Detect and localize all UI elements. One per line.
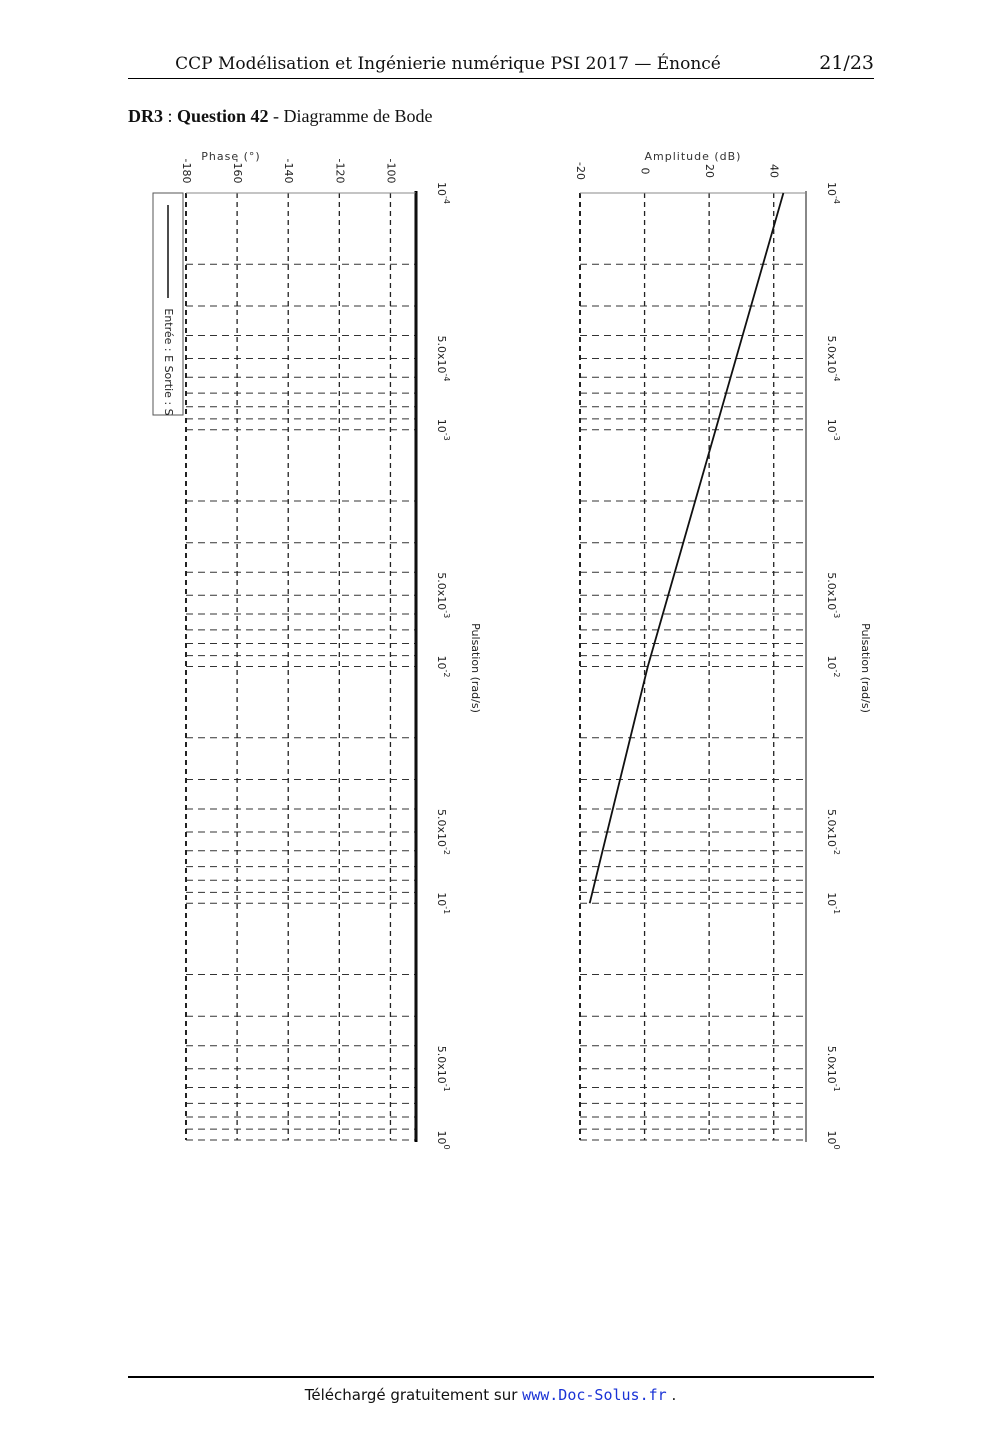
caption-ref: DR3 <box>128 106 163 126</box>
y-tick-label: -20 <box>574 162 587 180</box>
x-tick-label: $10^{-2}$ <box>825 655 841 678</box>
x-tick-label: $10^{-3}$ <box>435 418 451 441</box>
x-tick-label: $10^{-1}$ <box>435 892 451 915</box>
phase-plot <box>153 150 482 1150</box>
series-line <box>590 193 784 903</box>
footer-text: Téléchargé gratuitement sur <box>304 1386 523 1404</box>
legend <box>153 193 183 416</box>
y-tick-label: 20 <box>703 164 717 178</box>
axis-title: Amplitude (dB) <box>644 150 742 163</box>
x-tick-label: $10^{-3}$ <box>825 418 841 441</box>
y-tick-label: -140 <box>282 158 296 184</box>
x-tick-label: $10^0$ <box>435 1130 451 1150</box>
x-tick-label: $5.0x10^{-1}$ <box>435 1045 451 1092</box>
x-tick-label: $5.0x10^{-4}$ <box>435 335 451 382</box>
caption-question: Question 42 <box>177 106 269 126</box>
amplitude-plot <box>574 150 872 1150</box>
x-tick-label: $10^{-1}$ <box>825 892 841 915</box>
x-tick-label: $5.0x10^{-1}$ <box>825 1045 841 1092</box>
page-number: 21/23 <box>819 52 874 74</box>
x-tick-label: $10^{-4}$ <box>435 182 451 204</box>
y-tick-label: -120 <box>333 158 347 184</box>
footer-link[interactable]: www.Doc-Solus.fr <box>522 1386 667 1404</box>
axis-title: Phase (°) <box>201 150 261 163</box>
caption-sep: : <box>163 106 178 126</box>
x-tick-label: $10^{-2}$ <box>435 655 451 678</box>
x-tick-label: $5.0x10^{-3}$ <box>435 572 451 619</box>
x-tick-label: $5.0x10^{-2}$ <box>825 808 841 855</box>
y-tick-label: -180 <box>180 158 193 184</box>
x-axis-label: Pulsation (rad/s) <box>469 623 482 713</box>
footer-tail: . <box>666 1386 677 1404</box>
x-tick-label: $10^{-4}$ <box>825 182 841 204</box>
page-footer <box>0 1386 981 1404</box>
y-tick-label: -100 <box>384 158 398 184</box>
x-tick-label: $5.0x10^{-3}$ <box>825 572 841 619</box>
caption-text: - Diagramme de Bode <box>268 106 433 126</box>
y-tick-label: 0 <box>638 167 652 175</box>
x-tick-label: $5.0x10^{-4}$ <box>825 335 841 382</box>
x-tick-label: $10^0$ <box>825 1130 841 1150</box>
x-axis-label: Pulsation (rad/s) <box>859 623 872 713</box>
x-tick-label: $5.0x10^{-2}$ <box>435 808 451 855</box>
footer-rule <box>128 1376 874 1378</box>
legend-entry: Entrée : E Sortie : S <box>162 308 175 416</box>
y-tick-label: -160 <box>231 158 245 184</box>
header-title: CCP Modélisation et Ingénierie numérique PSI 2017 — Énoncé <box>175 54 721 74</box>
y-tick-label: 40 <box>767 164 781 178</box>
